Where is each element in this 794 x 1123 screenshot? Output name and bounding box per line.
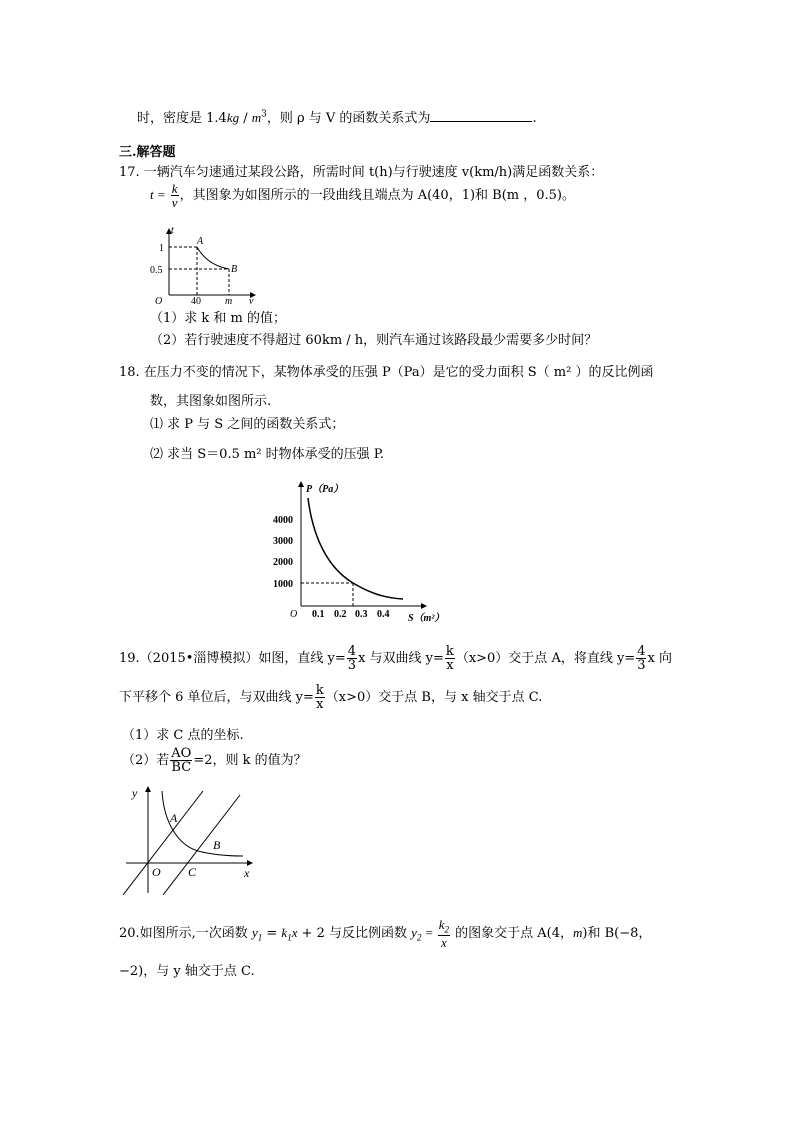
unit-kg: kg xyxy=(226,110,240,125)
y-tick-4000: 4000 xyxy=(273,515,293,526)
origin-label: O xyxy=(155,296,163,305)
fraction-k2-x xyxy=(438,918,450,949)
q18-sub2: ⑵ 求当 S＝0.5 m² 时物体承受的压强 P. xyxy=(150,447,385,462)
q20-text-d: 的图象交于点 A(4， xyxy=(451,925,574,941)
frac-num: $k_2$ xyxy=(438,917,450,935)
q19-text-f: （x>0）交于点 B，与 x 轴交于点 C. xyxy=(325,690,543,705)
slash: / xyxy=(239,111,252,126)
unit-m: m xyxy=(251,110,262,125)
q19-text-d: x 向 xyxy=(647,651,672,666)
curve-ab xyxy=(197,247,229,269)
tick-05: 0.5 xyxy=(150,265,163,276)
x-label: x xyxy=(244,866,250,880)
q20-text-c: + 2 与反比例函数 xyxy=(297,925,412,941)
q16-tail-line xyxy=(137,107,537,126)
frac-num: AO xyxy=(171,746,192,761)
x-tick-03: 0.3 xyxy=(355,609,368,620)
q18-sub1: ⑴ 求 P 与 S 之间的函数关系式； xyxy=(150,417,345,432)
frac-den: 3 xyxy=(637,658,646,673)
q16-mid: ，则 ρ 与 V 的函数关系式为 xyxy=(266,111,431,126)
q20-line1 xyxy=(119,918,651,949)
math-y1: $y_1$ xyxy=(251,924,263,943)
q20-text-a: 20.如图所示,一次函数 xyxy=(119,925,252,941)
exponent: 3 xyxy=(261,109,267,120)
q20-text-e: )和 B(−8， xyxy=(582,925,652,941)
formula-num: k xyxy=(171,181,178,196)
formula-lhs: t = xyxy=(150,187,166,202)
section-title: 三.解答题 xyxy=(119,145,176,160)
line-shifted xyxy=(163,795,240,895)
q17-sub1: （1）求 k 和 m 的值； xyxy=(150,311,287,326)
pressure-curve xyxy=(308,498,403,599)
y-tick-2000: 2000 xyxy=(273,557,293,568)
y-label: y xyxy=(132,786,138,800)
frac-den: x xyxy=(440,934,447,950)
y-tick-1000: 1000 xyxy=(273,579,293,590)
fraction-k-x xyxy=(445,645,455,672)
x-tick-04: 0.4 xyxy=(377,609,390,620)
q17-graph xyxy=(145,225,265,305)
frac-den: x xyxy=(446,658,454,673)
fraction-ao-bc xyxy=(170,747,192,774)
q19-sub2-a: （2）若 xyxy=(122,753,170,768)
v-label: v xyxy=(249,296,254,305)
q19-text-c: （x>0）交于点 A，将直线 y= xyxy=(455,651,636,666)
x-tick-02: 0.2 xyxy=(334,609,347,620)
point-c-label: C xyxy=(188,865,197,879)
q16-end: . xyxy=(532,111,537,126)
formula-den: v xyxy=(171,195,178,210)
line-y-4-3x xyxy=(123,791,203,895)
q19-sub2 xyxy=(122,747,307,774)
q18-line1: 18. 在压力不变的情况下，某物体承受的压强 P（Pa）是它的受力面积 S（ m² ）的反比例函 xyxy=(119,365,654,380)
frac-num: k xyxy=(445,644,454,659)
q19-graph xyxy=(118,783,258,898)
frac-den: x xyxy=(316,697,324,712)
tick-m: m xyxy=(225,296,233,305)
point-a-label: A xyxy=(197,236,204,247)
frac-den: BC xyxy=(171,760,192,775)
q19-text-e: 下平移个 6 单位后，与双曲线 y= xyxy=(119,690,314,705)
fraction-k-x xyxy=(315,684,325,711)
frac-den: 3 xyxy=(347,658,357,673)
q18-line2: 数，其图象如图所示. xyxy=(150,394,272,409)
origin-label: O xyxy=(290,609,298,620)
q17-line2-text: ，其图象为如图所示的一段曲线且端点为 A(40，1)和 B(m ，0.5)。 xyxy=(179,188,576,203)
q19-text-a: 19.（2015•淄博模拟）如图，直线 y= xyxy=(119,651,346,666)
frac-num: 4 xyxy=(637,644,646,659)
frac-num: k xyxy=(315,683,324,698)
point-a-label: A xyxy=(170,811,178,825)
q17-sub2: （2）若行驶速度不得超过 60km / h，则汽车通过该路段最少需要多少时间？ xyxy=(150,333,598,348)
frac-num: 4 xyxy=(347,644,357,659)
q17-line1: 17. 一辆汽车匀速通过某段公路，所需时间 t(h)与行驶速度 v(km/h)满足函数关系： xyxy=(119,165,604,180)
q19-sub1: （1）求 C 点的坐标. xyxy=(122,728,244,743)
fraction-4-3 xyxy=(636,645,646,672)
s-axis-label: S（m²） xyxy=(408,613,445,624)
point-b-label: B xyxy=(213,838,221,852)
origin-label: O xyxy=(152,865,161,879)
q20-text-f: −2)，与 y 轴交于点 C. xyxy=(119,964,255,979)
q17-line2 xyxy=(150,182,575,209)
math-k1x: $k_1x$ xyxy=(281,924,298,943)
math-m: m xyxy=(573,924,583,940)
q20-text-b: = xyxy=(262,925,282,941)
t-label: t xyxy=(171,225,174,236)
q18-graph xyxy=(268,478,468,628)
q20-line2 xyxy=(119,960,255,979)
q19-text-b: x 与双曲线 y= xyxy=(358,651,444,666)
p-axis-label: P（Pa） xyxy=(306,484,344,495)
x-tick-01: 0.1 xyxy=(312,609,325,620)
tick-40: 40 xyxy=(191,296,201,305)
y-tick-3000: 3000 xyxy=(273,536,293,547)
q19-line2 xyxy=(119,684,542,711)
answer-blank xyxy=(430,109,532,122)
math-y2: $y_2$ = xyxy=(411,924,437,943)
fraction-4-3 xyxy=(347,645,357,672)
tick-1: 1 xyxy=(159,243,164,254)
point-b-label: B xyxy=(231,264,238,275)
q19-sub2-b: =2，则 k 的值为？ xyxy=(193,753,307,768)
q16-text: 时，密度是 1.4 xyxy=(137,111,227,126)
q19-line1 xyxy=(119,645,672,672)
formula-fraction xyxy=(171,182,179,209)
